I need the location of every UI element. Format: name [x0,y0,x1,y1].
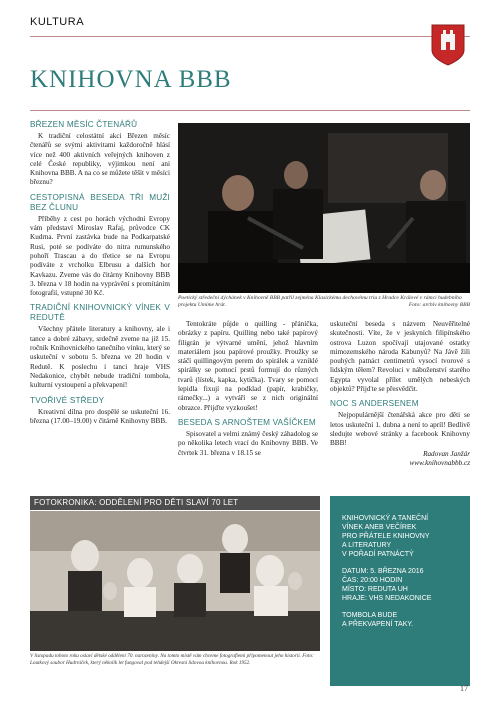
column-2 [178,320,318,459]
promo-footer-line: A PŘEKVAPENÍ TAKY. [342,621,414,628]
promo-title-line: A LITERATURY [342,542,392,549]
promo-title-line: KNIHOVNICKÝ A TANEČNÍ [342,515,429,522]
column-1 [30,120,170,427]
fotokronika-label: FOTOKRONIKA: ODDĚLENÍ PRO DĚTI SLAVÍ 70 LET [30,496,320,510]
heading-noc-s-andersenem: NOC S ANDERSENEM [330,399,419,409]
paragraph: Kreativní dílna pro dospělé se uskuteční 16. března (17.00–19.00) v čitárně Knihovny BBB. [30,407,170,425]
historic-photo-caption: V listopadu tohoto roku oslaví dětské oddělení 70. narozeniny. Na tomto místě vám chceme fotografiemi připomenout jeho historii. Foto: Loutkový soubor Hudrníček, který několik let fungoval pod tehdejší Okresní lidovou knihovnou. Rok 1952. [30,653,314,666]
heading-cestopisna-beseda: CESTOPISNÁ BESEDA TŘI MUŽI BEZ ČLUNU [30,192,170,212]
heading-brezen: BŘEZEN MĚSÍC ČTENÁŘŮ [30,120,138,129]
photo-caption: Poetický středeční dýchánek v Knihovně BBB patřil zejména Klasickému dechovému triu z Hradce Králové v rámci hudebního projektu Umíme hrát. [178,295,462,308]
column-3 [330,320,470,468]
paragraph: K tradiční celostátní akci Březen měsíc čtenářů se svými aktivitami každoročně hlásí více než 400 aktivních veřejných knihoven z celé České republiky, výjimkou není ani Knihovna BBB. A na co se můžete těšit v měsíci březnu? [30,132,170,187]
event-promo-box [330,496,470,686]
promo-date: DATUM: 5. BŘEZNA 2016 [342,568,424,575]
paragraph: Spisovatel a velmi známý český záhadolog se po několika letech vrací do Knihovny BBB. Ve čtvrtek 31. března v 18.15 se [178,429,318,457]
page-title: KNIHOVNA BBB [30,66,232,93]
promo-time: ČAS: 20:00 HODIN [342,577,403,584]
city-crest-icon [431,24,465,66]
paragraph: uskuteční beseda s názvem Neuvěřitelné skutečnosti. Víte, že v jeskyních filipínského ostrova Luzon spočívají utajované ostatky mimozemského národa Kabunyů? Na Jávě žili pouhých patnáct centimetrů vysocí tvorové s lidským těłem? Revoluci v náboženství starého Egypta vyvolal přílet umělých nebeských objektů? Přijďte se přesvědčit. [330,320,470,394]
author-name: Radovan Janžár [423,449,470,458]
paragraph: Všechny přátele literatury a knihovny, ale i tance a dobré zábavy, srdečně zveme na již 15. ročník Knihovnického tanečního vínku, který se uskuteční v sobotu 5. března ve 20 hodin v Redutě. K poslechu i tanci hraje VHS Nedakonice, chybět nebude tradiční tombola, kulturní vystoupení a překvapení! [30,325,170,390]
paragraph: Tentokráte půjde o quilling - přáníčka, obrázky z papíru. Quilling nebo také papírový filigrán je výtvarné umění, jehož hlavním materiálem jsou papírové proužky. Proužky se stáčí quillingovým perem do spirálek a vzniklé spirálky se pomocí prstů formují do různých tvarů (lístek, kapka, kytička). Tvary se pomocí lepidla fixují na podklad (papír, krabičky, rámečky...) a vytváří se z nich originální obrazce. Přijďte vyzkoušet! [178,320,318,412]
promo-band: HRAJE: VHS NEDAKONICE [342,595,432,602]
concert-photo [178,123,470,293]
heading-beseda-vasicek: BESEDA S ARNOŠTEM VAŠÍČKEM [178,417,316,427]
website-link[interactable]: www.knihovnabbb.cz [409,458,470,467]
historic-photo [30,511,320,651]
promo-title-line: V POŘADÍ PATNÁCTÝ [342,551,414,558]
historic-photo-image [30,511,320,651]
concert-photo-image [178,123,470,293]
promo-title-line: VÍNEK ANEB VEČÍREK [342,524,417,531]
heading-tvorive-stredy: TVOŘIVÉ STŘEDY [30,395,105,405]
heading-vinek: TRADIČNÍ KNIHOVNICKÝ VÍNEK V REDUTĚ [30,303,170,323]
title-rule [30,110,470,111]
page-number: 17 [460,684,468,693]
section-label: KULTURA [30,16,85,28]
promo-title-line: PRO PŘÁTELE KNIHOVNY [342,533,430,540]
paragraph: Příběhy z cest po horách východní Evropy vám představí Miroslav Rafaj, průvodce CK Kudrna. První zastávka bude na Podkarpatské Rusi, poté se podíváte do nitra rumunského pohoří Trascau a do třetice se na Evropu podíváte z vrcholku Elbrusu a dalších hor Kavkazu. Zveme vás do čitárny Knihovny BBB 3. března v 18 hodin na vyprávění s promítáním fotografií, vstupné 30 Kč. [30,214,170,298]
header-rule [30,36,470,37]
promo-place: MÍSTO: REDUTA UH [342,586,408,593]
paragraph: Nejpopulárnější čtenářská akce pro děti se letos uskuteční 1. dubna a není to apríl! Bedlivě sledujte webové stránky a facebook Knihovny BBB! [330,411,470,448]
promo-footer-line: TOMBOLA BUDE [342,612,398,619]
photo-credit: Foto: archiv knihovny BBB [408,302,470,308]
